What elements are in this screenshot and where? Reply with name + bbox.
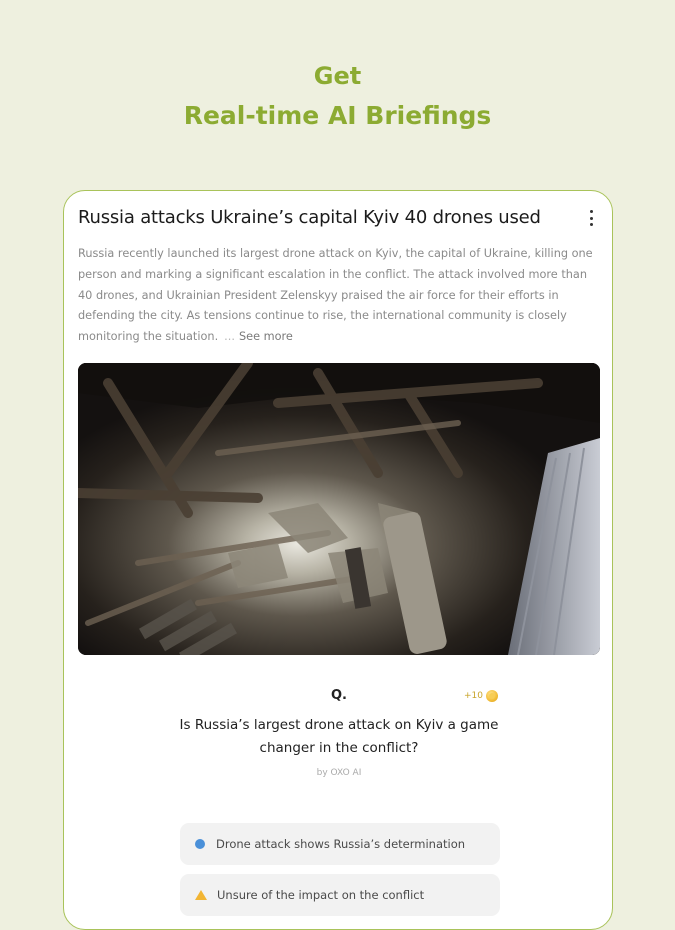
warning-triangle-icon (195, 890, 207, 900)
quiz-question: Is Russia’s largest drone attack on Kyiv a game changer in the conflict? (179, 717, 499, 756)
answer-option-2[interactable] (180, 874, 500, 916)
reward-points: +10 (464, 691, 483, 701)
answer-option-label: Unsure of the impact on the conflict (217, 888, 425, 902)
answer-option-label: Drone attack shows Russia’s determination (216, 837, 466, 851)
see-more-link[interactable]: See more (238, 330, 293, 344)
summary-text: Russia recently launched its largest drone attack on Kyiv, the capital of Ukraine, killing one person and marking a significant escalation in the conflict. The attack involved more than 40 drones, and Ukrainian President Zelenskyy praised the air force for their efforts in defending the city. As tensions continue to rise, the international community is closely monitoring the situation. (78, 247, 593, 344)
news-summary (78, 244, 602, 348)
question-label: Q. (331, 688, 347, 703)
headline-line2: Real-time AI Briefings (183, 101, 492, 130)
kebab-menu-icon[interactable] (588, 210, 594, 226)
quiz-byline: by OXO AI (316, 768, 362, 778)
news-photo[interactable] (78, 363, 600, 655)
news-card[interactable] (63, 190, 613, 930)
reward-badge (464, 690, 498, 702)
headline-line1: Get (313, 62, 362, 90)
answer-option-1[interactable] (180, 823, 500, 865)
blue-dot-icon (195, 839, 205, 849)
promo-headline (0, 58, 675, 136)
summary-ellipsis: ... (224, 330, 235, 344)
rubble-image (78, 363, 600, 655)
coin-icon (486, 690, 498, 702)
news-title[interactable]: Russia attacks Ukraine’s capital Kyiv 40 drones used (78, 207, 541, 228)
